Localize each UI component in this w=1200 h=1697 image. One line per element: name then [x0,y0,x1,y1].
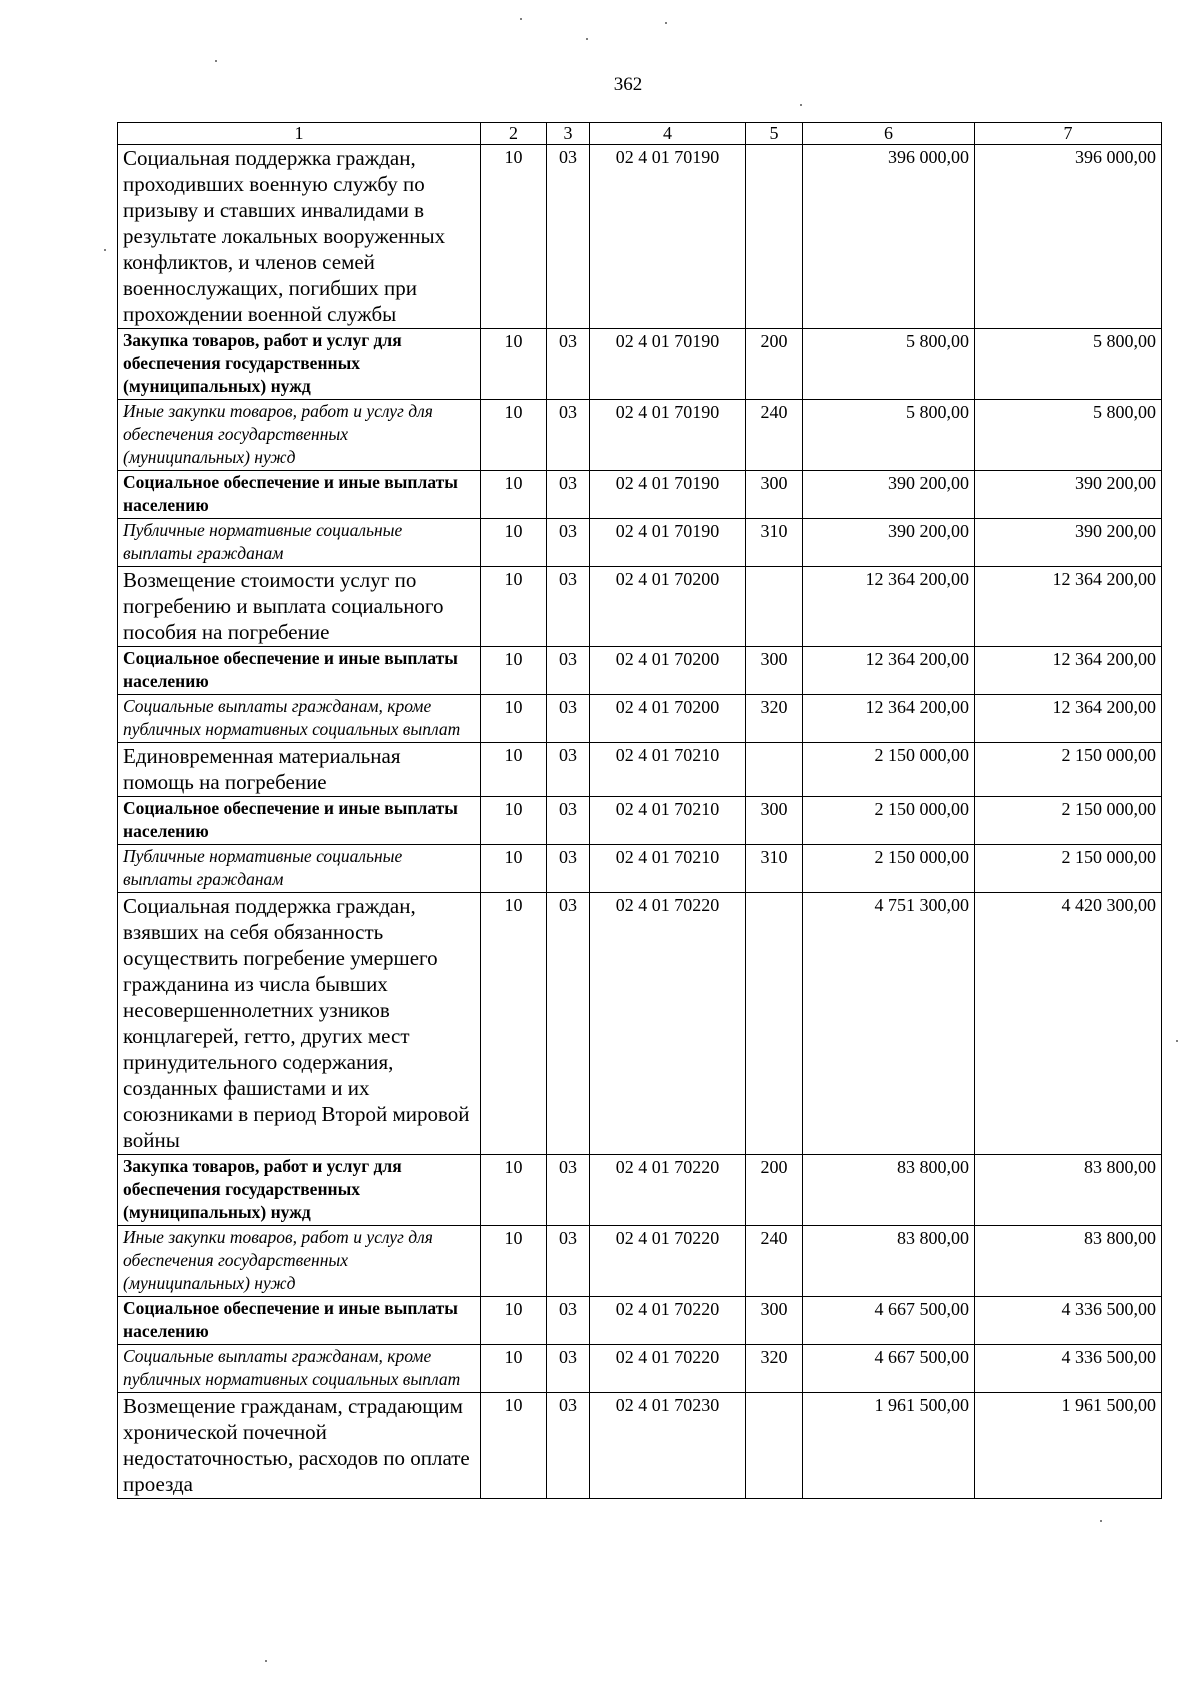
column-header-7: 7 [975,123,1162,145]
amount-col7-cell: 83 800,00 [975,1226,1162,1297]
target-article-cell: 02 4 01 70220 [590,1155,746,1226]
section-code-cell: 10 [481,893,547,1155]
table-row [118,1297,1162,1345]
amount-col7-cell: 4 336 500,00 [975,1297,1162,1345]
row-name-cell: Возмещение гражданам, страдающим хронической почечной недостаточностью, расходов по оплате проезда [118,1393,481,1499]
subsection-code-cell: 03 [547,797,590,845]
table-row [118,797,1162,845]
expense-type-cell [746,145,803,329]
amount-col7-cell: 2 150 000,00 [975,845,1162,893]
section-code-cell: 10 [481,695,547,743]
subsection-code-cell: 03 [547,519,590,567]
amount-col7-cell: 390 200,00 [975,519,1162,567]
amount-col6-cell: 1 961 500,00 [803,1393,975,1499]
table-header-row [118,123,1162,145]
expense-type-cell: 300 [746,797,803,845]
row-name-cell: Единовременная материальная помощь на погребение [118,743,481,797]
row-name-cell: Закупка товаров, работ и услуг для обеспечения государственных (муниципальных) нужд [118,1155,481,1226]
section-code-cell: 10 [481,647,547,695]
amount-col6-cell: 4 667 500,00 [803,1297,975,1345]
expense-type-cell: 310 [746,845,803,893]
amount-col7-cell: 396 000,00 [975,145,1162,329]
scan-speck [215,60,217,62]
target-article-cell: 02 4 01 70190 [590,519,746,567]
amount-col6-cell: 396 000,00 [803,145,975,329]
subsection-code-cell: 03 [547,647,590,695]
expense-type-cell [746,893,803,1155]
section-code-cell: 10 [481,329,547,400]
section-code-cell: 10 [481,1345,547,1393]
column-header-1: 1 [118,123,481,145]
scan-speck [800,104,802,106]
table-row [118,695,1162,743]
amount-col6-cell: 12 364 200,00 [803,647,975,695]
section-code-cell: 10 [481,743,547,797]
row-name-cell: Возмещение стоимости услуг по погребению и выплата социального пособия на погребение [118,567,481,647]
target-article-cell: 02 4 01 70210 [590,845,746,893]
scan-speck [104,249,106,251]
budget-table [117,122,1162,1499]
section-code-cell: 10 [481,1226,547,1297]
table-row [118,400,1162,471]
amount-col6-cell: 5 800,00 [803,329,975,400]
column-header-4: 4 [590,123,746,145]
subsection-code-cell: 03 [547,845,590,893]
table-row [118,893,1162,1155]
section-code-cell: 10 [481,797,547,845]
target-article-cell: 02 4 01 70200 [590,695,746,743]
amount-col7-cell: 2 150 000,00 [975,797,1162,845]
expense-type-cell: 300 [746,1297,803,1345]
expense-type-cell: 200 [746,329,803,400]
row-name-cell: Закупка товаров, работ и услуг для обеспечения государственных (муниципальных) нужд [118,329,481,400]
section-code-cell: 10 [481,400,547,471]
row-name-cell: Публичные нормативные социальные выплаты гражданам [118,845,481,893]
amount-col7-cell: 12 364 200,00 [975,695,1162,743]
column-header-6: 6 [803,123,975,145]
target-article-cell: 02 4 01 70190 [590,329,746,400]
column-header-2: 2 [481,123,547,145]
table-row [118,329,1162,400]
target-article-cell: 02 4 01 70190 [590,145,746,329]
row-name-cell: Социальные выплаты гражданам, кроме публичных нормативных социальных выплат [118,695,481,743]
row-name-cell: Публичные нормативные социальные выплаты гражданам [118,519,481,567]
section-code-cell: 10 [481,1155,547,1226]
amount-col7-cell: 12 364 200,00 [975,647,1162,695]
row-name-cell: Иные закупки товаров, работ и услуг для обеспечения государственных (муниципальных) нужд [118,400,481,471]
expense-type-cell: 320 [746,695,803,743]
table-body [118,145,1162,1499]
amount-col6-cell: 4 751 300,00 [803,893,975,1155]
row-name-cell: Иные закупки товаров, работ и услуг для обеспечения государственных (муниципальных) нужд [118,1226,481,1297]
subsection-code-cell: 03 [547,400,590,471]
expense-type-cell: 240 [746,1226,803,1297]
target-article-cell: 02 4 01 70220 [590,1345,746,1393]
row-name-cell: Социальные выплаты гражданам, кроме публичных нормативных социальных выплат [118,1345,481,1393]
table-row [118,743,1162,797]
subsection-code-cell: 03 [547,743,590,797]
scan-speck [520,18,522,20]
target-article-cell: 02 4 01 70220 [590,1297,746,1345]
amount-col6-cell: 83 800,00 [803,1226,975,1297]
expense-type-cell [746,743,803,797]
row-name-cell: Социальное обеспечение и иные выплаты населению [118,1297,481,1345]
target-article-cell: 02 4 01 70200 [590,647,746,695]
section-code-cell: 10 [481,845,547,893]
target-article-cell: 02 4 01 70190 [590,471,746,519]
subsection-code-cell: 03 [547,1297,590,1345]
table-row [118,519,1162,567]
subsection-code-cell: 03 [547,1155,590,1226]
expense-type-cell [746,1393,803,1499]
expense-type-cell: 300 [746,647,803,695]
section-code-cell: 10 [481,519,547,567]
target-article-cell: 02 4 01 70220 [590,1226,746,1297]
column-header-5: 5 [746,123,803,145]
amount-col6-cell: 2 150 000,00 [803,845,975,893]
target-article-cell: 02 4 01 70190 [590,400,746,471]
subsection-code-cell: 03 [547,1393,590,1499]
expense-type-cell: 320 [746,1345,803,1393]
scan-speck [265,1660,267,1662]
subsection-code-cell: 03 [547,567,590,647]
subsection-code-cell: 03 [547,471,590,519]
amount-col7-cell: 83 800,00 [975,1155,1162,1226]
table-row [118,471,1162,519]
subsection-code-cell: 03 [547,329,590,400]
expense-type-cell: 200 [746,1155,803,1226]
row-name-cell: Социальное обеспечение и иные выплаты населению [118,647,481,695]
section-code-cell: 10 [481,1297,547,1345]
amount-col7-cell: 4 336 500,00 [975,1345,1162,1393]
target-article-cell: 02 4 01 70230 [590,1393,746,1499]
scan-speck [1100,1520,1102,1522]
section-code-cell: 10 [481,145,547,329]
amount-col6-cell: 12 364 200,00 [803,567,975,647]
amount-col6-cell: 5 800,00 [803,400,975,471]
column-header-3: 3 [547,123,590,145]
amount-col7-cell: 2 150 000,00 [975,743,1162,797]
scan-speck [665,22,667,24]
amount-col6-cell: 390 200,00 [803,519,975,567]
target-article-cell: 02 4 01 70200 [590,567,746,647]
table-row [118,1155,1162,1226]
amount-col6-cell: 12 364 200,00 [803,695,975,743]
target-article-cell: 02 4 01 70210 [590,743,746,797]
table-row [118,647,1162,695]
expense-type-cell: 240 [746,400,803,471]
expense-type-cell: 310 [746,519,803,567]
amount-col7-cell: 5 800,00 [975,329,1162,400]
row-name-cell: Социальное обеспечение и иные выплаты населению [118,797,481,845]
expense-type-cell [746,567,803,647]
row-name-cell: Социальная поддержка граждан, взявших на себя обязанность осуществить погребение умершего гражданина из числа бывших несовершеннолетних узников концлагерей, гетто, других мест принудительного содержания, созданных фашистами и их союзниками в период Второй мировой войны [118,893,481,1155]
subsection-code-cell: 03 [547,1345,590,1393]
table-row [118,1393,1162,1499]
page-number: 362 [613,74,643,95]
amount-col6-cell: 83 800,00 [803,1155,975,1226]
subsection-code-cell: 03 [547,893,590,1155]
section-code-cell: 10 [481,1393,547,1499]
amount-col7-cell: 4 420 300,00 [975,893,1162,1155]
scan-speck [1176,1040,1178,1042]
amount-col7-cell: 12 364 200,00 [975,567,1162,647]
table-row [118,845,1162,893]
table-row [118,145,1162,329]
target-article-cell: 02 4 01 70220 [590,893,746,1155]
amount-col6-cell: 390 200,00 [803,471,975,519]
amount-col6-cell: 2 150 000,00 [803,743,975,797]
table-row [118,567,1162,647]
scan-speck [586,38,588,40]
subsection-code-cell: 03 [547,1226,590,1297]
amount-col6-cell: 4 667 500,00 [803,1345,975,1393]
row-name-cell: Социальное обеспечение и иные выплаты населению [118,471,481,519]
amount-col7-cell: 5 800,00 [975,400,1162,471]
expense-type-cell: 300 [746,471,803,519]
amount-col6-cell: 2 150 000,00 [803,797,975,845]
target-article-cell: 02 4 01 70210 [590,797,746,845]
amount-col7-cell: 1 961 500,00 [975,1393,1162,1499]
section-code-cell: 10 [481,567,547,647]
subsection-code-cell: 03 [547,145,590,329]
amount-col7-cell: 390 200,00 [975,471,1162,519]
row-name-cell: Социальная поддержка граждан, проходивших военную службу по призыву и ставших инвалидами в результате локальных вооруженных конфликтов, и членов семей военнослужащих, погибших при прохождении военной службы [118,145,481,329]
section-code-cell: 10 [481,471,547,519]
subsection-code-cell: 03 [547,695,590,743]
table-row [118,1345,1162,1393]
table-row [118,1226,1162,1297]
